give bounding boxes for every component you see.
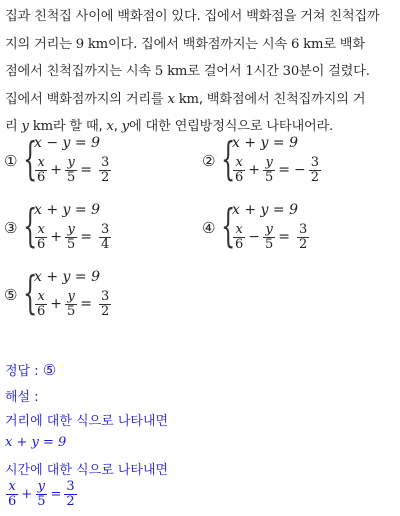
equation-1: x + y = 9 xyxy=(232,202,298,218)
denominator: 2 xyxy=(66,494,75,509)
text-seg: , xyxy=(113,119,122,134)
numerator: 3 xyxy=(101,221,110,237)
numerator: y xyxy=(265,154,273,170)
numerator: x xyxy=(37,221,45,237)
text-seg: 리 xyxy=(5,119,22,134)
problem-line-2 xyxy=(5,31,397,59)
equation-system xyxy=(232,134,322,187)
text-seg: 집에서 백화점까지의 거리를 xyxy=(5,91,168,107)
denominator: 6 xyxy=(235,169,244,185)
fraction xyxy=(65,290,77,319)
distance-value: 9 xyxy=(75,36,84,52)
numerator: x xyxy=(235,154,243,170)
explanation-label: 해설 : xyxy=(5,390,39,405)
numerator: 3 xyxy=(299,221,308,237)
numerator: x xyxy=(235,221,243,237)
text-seg: 라 할 때, xyxy=(52,119,107,134)
operator: + xyxy=(21,487,33,502)
answer-label: 정답 : xyxy=(5,364,43,379)
choice-number: ⑤ xyxy=(4,285,18,304)
denominator: 2 xyxy=(101,303,110,319)
equation-2 xyxy=(232,153,322,187)
fraction xyxy=(263,156,275,185)
text-seg: 에 대한 연립방정식으로 나타내어라. xyxy=(129,119,334,134)
equation-1: x + y = 9 xyxy=(232,135,298,151)
time-explanation: 시간에 대한 식으로 나타내면 xyxy=(5,463,169,478)
numerator: 3 xyxy=(101,154,110,170)
equals-sign: = xyxy=(278,229,291,245)
operator: − xyxy=(248,229,261,245)
var-y: y xyxy=(21,119,29,134)
answer-line xyxy=(5,360,56,379)
choice-2[interactable] xyxy=(202,134,322,187)
choice-4[interactable] xyxy=(202,201,310,254)
fraction xyxy=(6,480,18,509)
fraction xyxy=(65,156,77,185)
left-brace-icon: { xyxy=(23,199,38,252)
problem-line-1 xyxy=(5,3,397,31)
denominator: 6 xyxy=(37,236,46,252)
denominator: 2 xyxy=(101,169,110,185)
choice-number: ① xyxy=(4,151,18,170)
text-seg: , 백화점에서 친척집까지의 거 xyxy=(198,91,366,107)
var-x: x xyxy=(167,91,175,107)
minus-sign: − xyxy=(294,162,306,178)
fraction xyxy=(99,156,111,185)
denominator: 5 xyxy=(265,236,274,252)
denominator: 6 xyxy=(8,494,17,509)
equation-system xyxy=(34,201,112,254)
denominator: 5 xyxy=(67,303,76,319)
fraction xyxy=(99,290,111,319)
fraction xyxy=(35,480,47,509)
problem-line-1-text: 집과 친척집 사이에 백화점이 있다. 집에서 백화점을 거쳐 친척집까 xyxy=(5,9,380,24)
speed-value: 5 xyxy=(154,64,164,79)
text-seg: 로 백화 xyxy=(323,36,365,52)
numerator: y xyxy=(265,221,273,237)
equation-1: x − y = 9 xyxy=(34,135,100,151)
text-seg: 점에서 친척집까지는 시속 xyxy=(5,64,155,79)
denominator: 6 xyxy=(235,236,244,252)
unit-km: km xyxy=(303,36,324,52)
numerator: y xyxy=(67,221,75,237)
equation-2 xyxy=(34,287,112,321)
denominator: 5 xyxy=(265,169,274,185)
equals-sign: = xyxy=(80,296,93,312)
operator: + xyxy=(50,162,63,178)
denominator: 4 xyxy=(101,236,110,252)
denominator: 6 xyxy=(37,169,46,185)
problem-line-3 xyxy=(5,58,397,86)
denominator: 6 xyxy=(37,303,46,319)
operator: + xyxy=(50,229,63,245)
hour-value: 1 xyxy=(245,64,254,79)
distance-explanation: 거리에 대한 식으로 나타내면 xyxy=(5,414,169,429)
text-seg: 시간 xyxy=(253,64,283,79)
equation-2 xyxy=(34,153,112,187)
choice-number: ④ xyxy=(202,218,216,237)
equals-sign: = xyxy=(50,487,62,502)
left-brace-icon: { xyxy=(23,266,38,319)
problem-line-4 xyxy=(5,86,397,114)
left-brace-icon: { xyxy=(23,132,38,185)
left-brace-icon: { xyxy=(221,132,236,185)
operator: + xyxy=(248,162,261,178)
answer-value: ⑤ xyxy=(42,361,57,379)
numerator: y xyxy=(37,479,45,494)
fraction xyxy=(309,156,321,185)
fraction xyxy=(65,223,77,252)
text-seg: 분이 걸렸다. xyxy=(299,64,370,79)
equation-1: x + y = 9 xyxy=(34,202,100,218)
problem-text xyxy=(5,3,397,141)
unit-km: km xyxy=(87,36,108,52)
equals-sign: = xyxy=(80,229,93,245)
fraction xyxy=(64,480,76,509)
equation-system xyxy=(34,134,112,187)
choice-5[interactable] xyxy=(4,268,112,321)
equation-system xyxy=(232,201,310,254)
equation-1: x + y = 9 xyxy=(34,269,100,285)
text-seg: 로 걸어서 xyxy=(187,64,246,79)
time-equation xyxy=(5,480,78,509)
denominator: 5 xyxy=(67,169,76,185)
choice-number: ③ xyxy=(4,218,18,237)
numerator: x xyxy=(37,288,45,304)
equation-system xyxy=(34,268,112,321)
text-seg: 지의 거리는 xyxy=(5,36,76,52)
fraction xyxy=(297,223,309,252)
var-y: y xyxy=(121,119,129,134)
numerator: y xyxy=(67,154,75,170)
denominator: 5 xyxy=(37,494,46,509)
speed-value: 6 xyxy=(290,36,300,52)
equation-2 xyxy=(232,220,310,254)
denominator: 2 xyxy=(310,169,320,185)
numerator: 3 xyxy=(101,288,110,304)
numerator: x xyxy=(8,479,16,494)
choice-1[interactable] xyxy=(4,134,112,187)
left-brace-icon: { xyxy=(221,199,236,252)
numerator: 3 xyxy=(310,154,320,170)
unit-km: km xyxy=(167,64,188,79)
distance-equation: x + y = 9 xyxy=(5,435,67,450)
minute-value: 30 xyxy=(282,64,300,79)
choice-number: ② xyxy=(202,151,216,170)
operator: + xyxy=(50,296,63,312)
equals-sign: = xyxy=(80,162,93,178)
equals-sign: = xyxy=(278,162,291,178)
fraction xyxy=(263,223,275,252)
numerator: 3 xyxy=(66,479,75,494)
equation-2 xyxy=(34,220,112,254)
choice-3[interactable] xyxy=(4,201,112,254)
numerator: y xyxy=(67,288,75,304)
fraction xyxy=(99,223,111,252)
numerator: x xyxy=(37,154,45,170)
denominator: 5 xyxy=(67,236,76,252)
unit-km: km xyxy=(32,119,53,134)
unit-km: km xyxy=(178,91,199,107)
denominator: 2 xyxy=(299,236,308,252)
var-x: x xyxy=(106,119,114,134)
text-seg: 이다. 집에서 백화점까지는 시속 xyxy=(108,36,291,52)
